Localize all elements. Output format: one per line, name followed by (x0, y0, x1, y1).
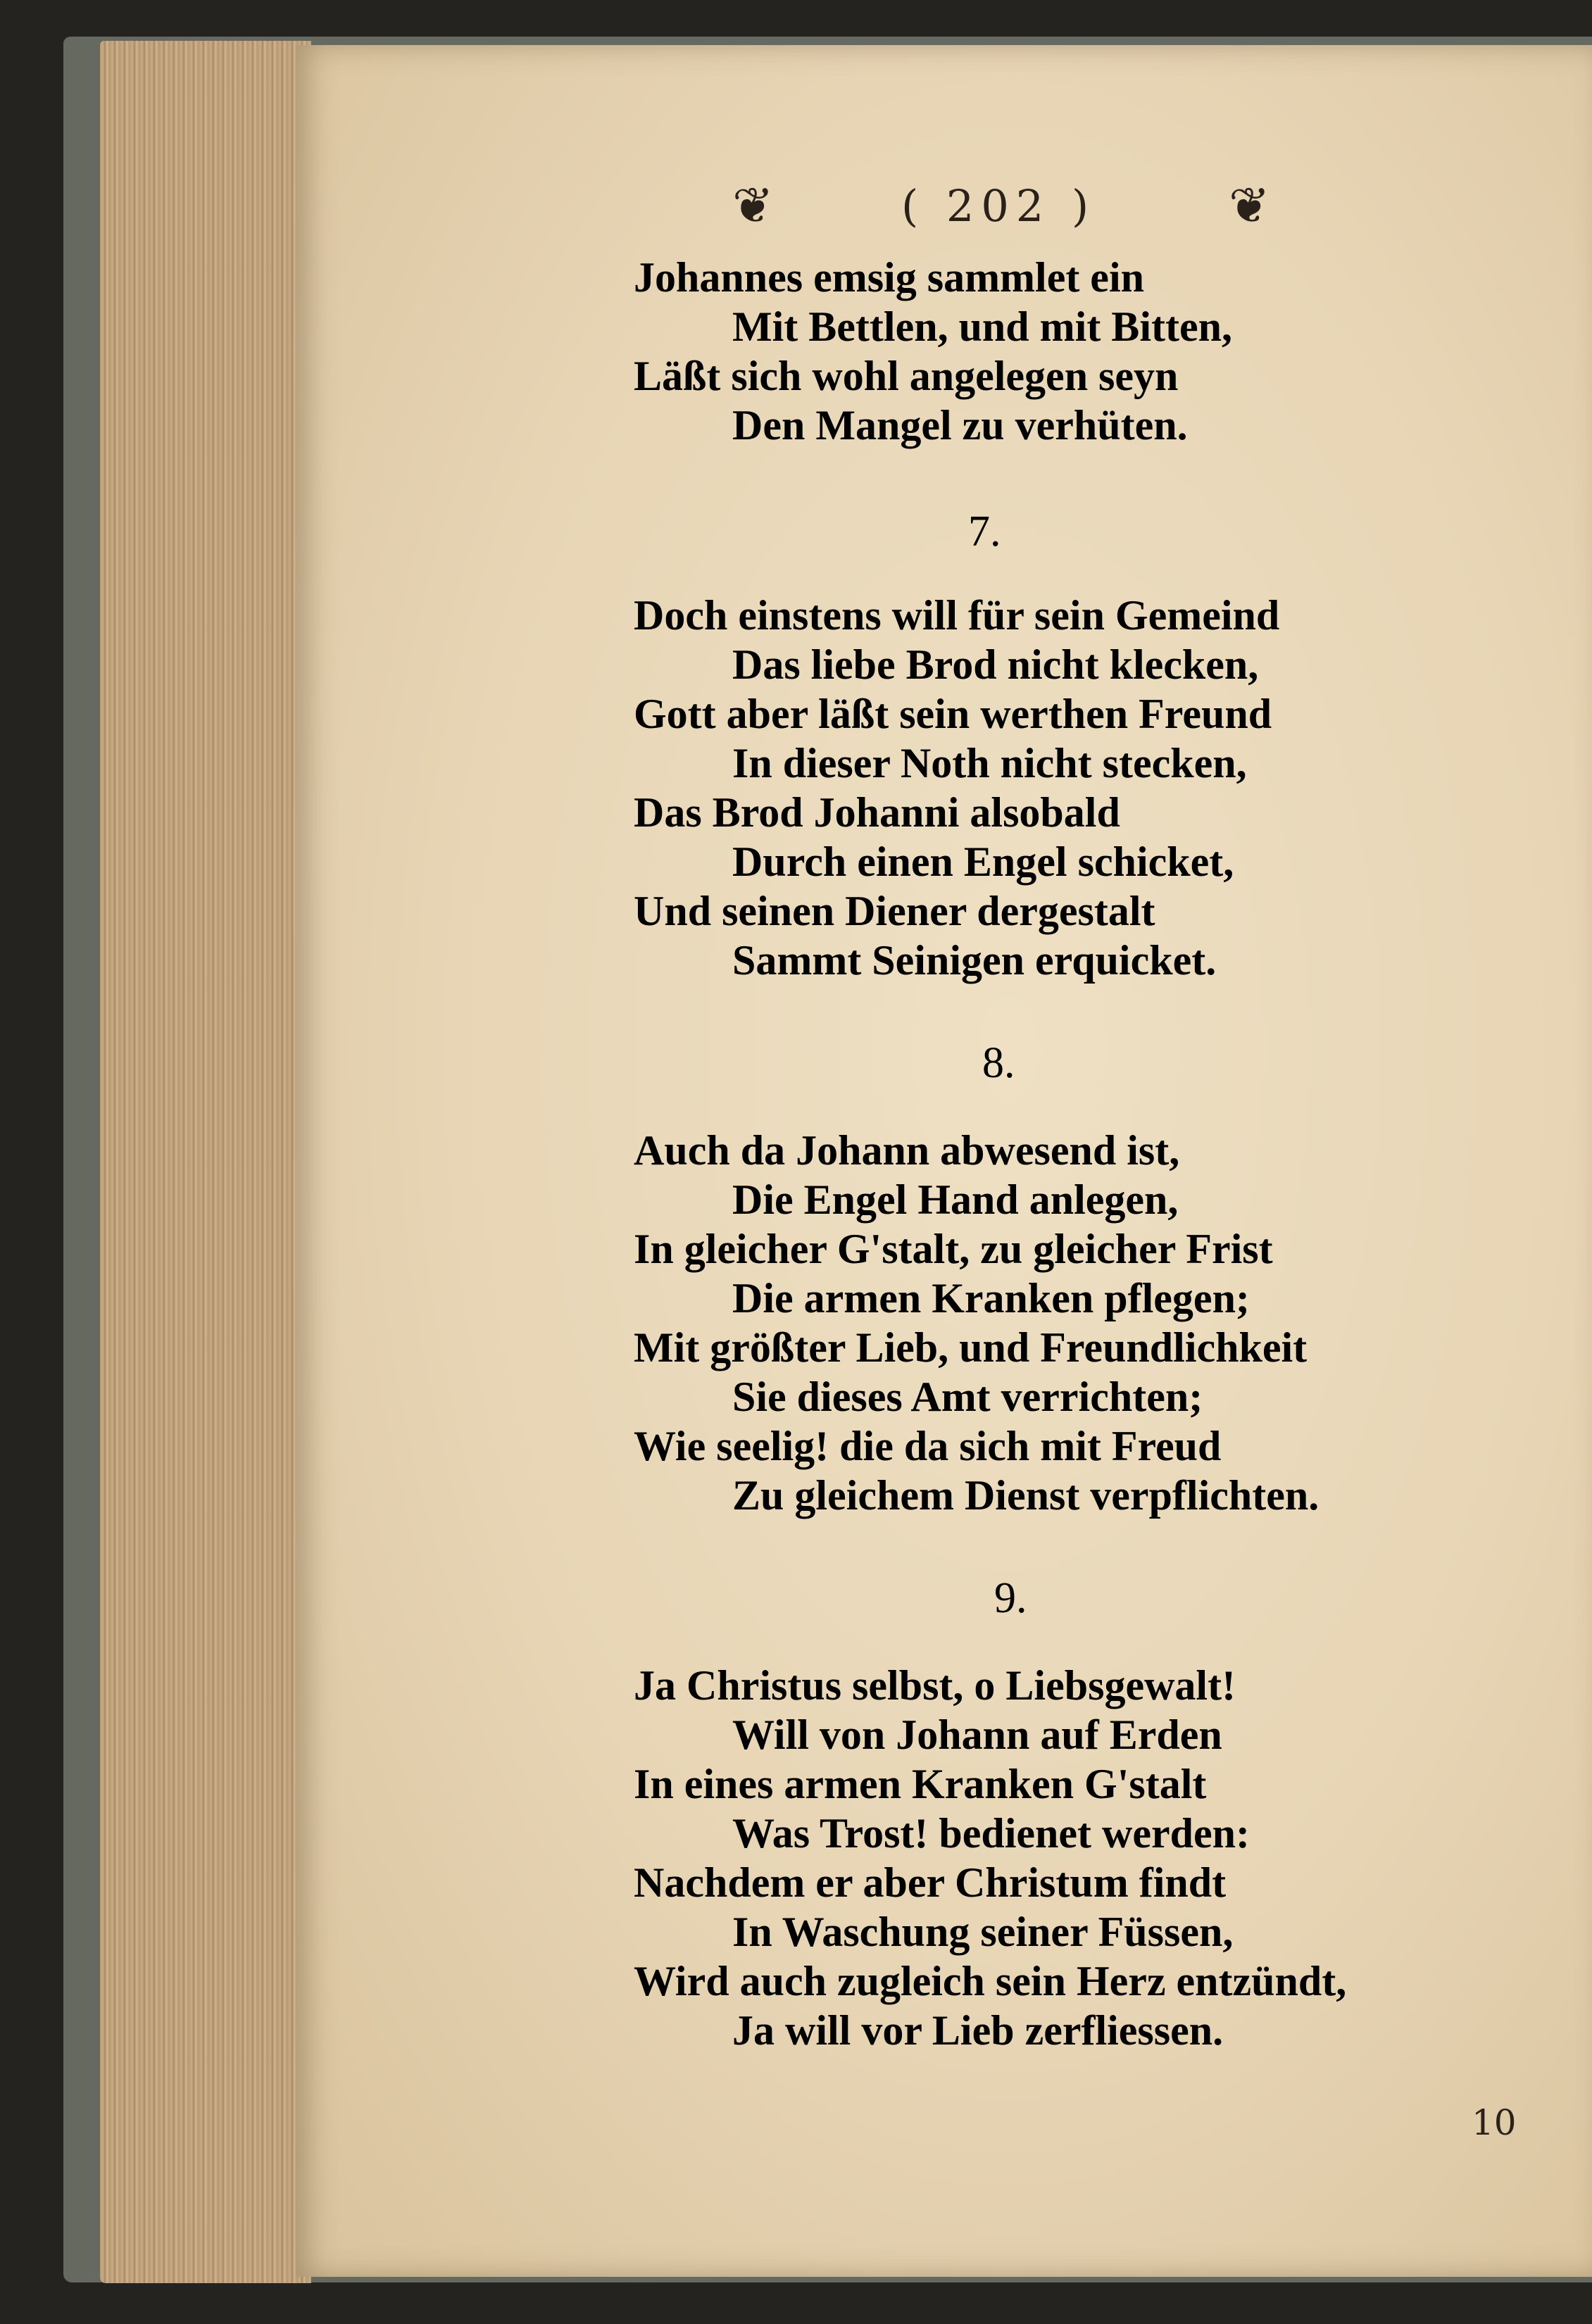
verse-line: Was Trost! bedienet werden: (732, 1810, 1250, 1857)
verse-line: Johannes emsig sammlet ein (634, 254, 1144, 301)
verse-line: Die armen Kranken pflegen; (732, 1275, 1250, 1321)
verse-line: Nachdem er aber Christum findt (634, 1859, 1227, 1906)
verse-line: Das Brod Johanni alsobald (634, 789, 1120, 836)
verse-line: Mit Bettlen, und mit Bitten, (732, 303, 1232, 350)
verse-line: In eines armen Kranken G'stalt (634, 1761, 1207, 1807)
verse-line: Zu gleichem Dienst verpflichten. (732, 1472, 1320, 1519)
verse-line: Den Mangel zu verhüten. (732, 402, 1188, 448)
verse-line: In dieser Noth nicht stecken, (732, 740, 1247, 786)
verse-line: Sie dieses Amt verrichten; (732, 1374, 1203, 1420)
verse-line: In Waschung seiner Füssen, (732, 1909, 1234, 1955)
verse-line: In gleicher G'stalt, zu gleicher Frist (634, 1226, 1273, 1272)
verse-line: Die Engel Hand anlegen, (732, 1176, 1179, 1223)
catchword: 10 (1472, 2102, 1517, 2143)
page-number: ( 202 ) (901, 180, 1096, 232)
stanza-number: 7. (968, 508, 1001, 555)
ornament-right-icon: ❦ (1229, 177, 1270, 234)
verse-line: Wird auch zugleich sein Herz entzündt, (634, 1958, 1347, 2004)
stanza-number: 9. (994, 1574, 1027, 1622)
verse-line: Und seinen Diener dergestalt (634, 888, 1155, 934)
verse-line: Gott aber läßt sein werthen Freund (634, 691, 1272, 737)
verse-line: Durch einen Engel schicket, (732, 838, 1234, 885)
page-header (732, 177, 1310, 248)
verse-line: Sammt Seinigen erquicket. (732, 937, 1217, 984)
verse-line: Auch da Johann abwesend ist, (634, 1127, 1180, 1174)
verse-line: Ja Christus selbst, o Liebsgewalt! (634, 1662, 1236, 1709)
verse-line: Doch einstens will für sein Gemeind (634, 592, 1280, 639)
verse-line: Wie seelig! die da sich mit Freud (634, 1423, 1222, 1469)
verse-line: Will von Johann auf Erden (732, 1711, 1222, 1758)
verse-line: Mit größter Lieb, und Freundlichkeit (634, 1324, 1308, 1371)
verse-line: Läßt sich wohl angelegen seyn (634, 353, 1179, 399)
page-edges (100, 41, 311, 2283)
verse-line: Ja will vor Lieb zerfliessen. (732, 2007, 1224, 2054)
verse-line: Das liebe Brod nicht klecken, (732, 641, 1259, 688)
stanza-number: 8. (982, 1039, 1015, 1087)
ornament-left-icon: ❦ (732, 177, 774, 234)
